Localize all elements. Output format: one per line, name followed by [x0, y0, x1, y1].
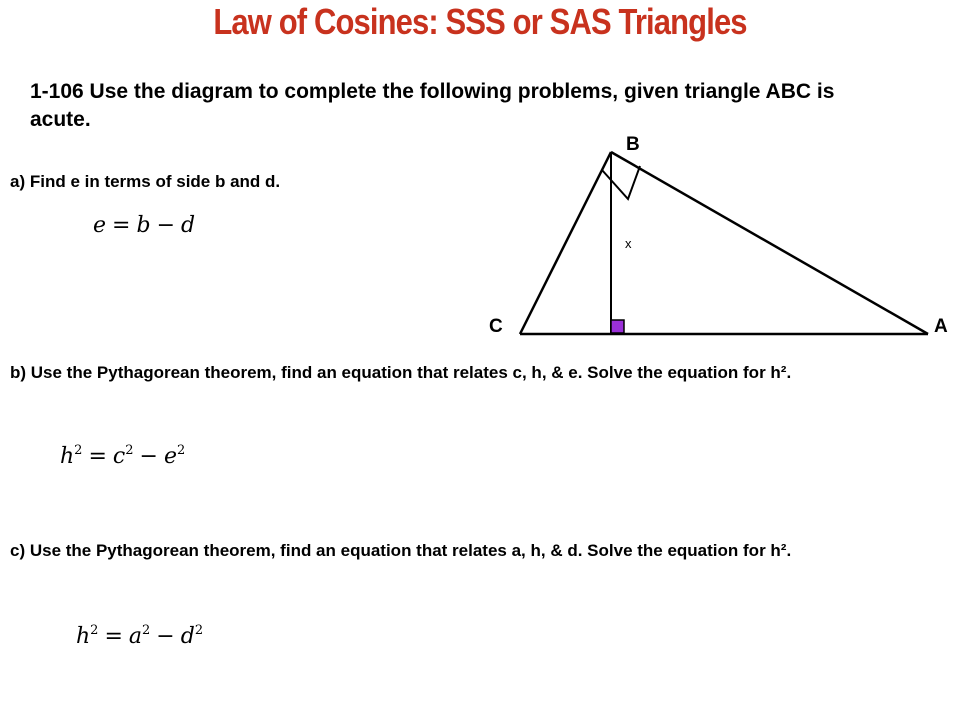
answer-a-term1: b [136, 213, 151, 238]
answer-b-term1: c [112, 444, 126, 469]
answer-b-term1-exponent: 2 [125, 443, 134, 458]
answer-c-term1: a [128, 624, 143, 649]
answer-c-equals: = [104, 624, 123, 649]
answer-c-lhs: h [76, 624, 91, 649]
side-cb [520, 152, 611, 334]
vertex-a-label: A [934, 316, 948, 337]
part-c-question: c) Use the Pythagorean theorem, find an equation that relates a, h, & d. Solve the equation for h². [10, 541, 792, 560]
answer-c-term2: d [180, 624, 195, 649]
answer-a-equals: = [112, 213, 131, 238]
answer-b-equals: = [88, 444, 107, 469]
answer-a-minus: − [156, 213, 175, 238]
answer-a-term2: d [181, 213, 196, 238]
answer-b-term2-exponent: 2 [176, 443, 186, 458]
slide-title: Law of Cosines: SSS or SAS Triangles [213, 1, 747, 42]
answer-c-lhs-exponent: 2 [90, 623, 99, 638]
side-ba [611, 152, 928, 334]
vertex-c-label: C [489, 316, 503, 337]
answer-b-term2: e [163, 444, 177, 469]
answer-b-lhs: h [60, 444, 75, 469]
answer-a-lhs: e [93, 213, 107, 238]
right-angle-marker-b [602, 166, 640, 199]
problem-intro: 1-106 Use the diagram to complete the following problems, given triangle ABC is acute. [30, 80, 835, 131]
answer-c-term2-exponent: 2 [194, 623, 204, 638]
part-a-question: a) Find e in terms of side b and d. [10, 172, 281, 191]
part-b-question: b) Use the Pythagorean theorem, find an equation that relates c, h, & e. Solve the equation for h². [10, 363, 792, 382]
answer-c-minus: − [156, 624, 175, 649]
right-angle-marker-foot [611, 320, 624, 333]
altitude-label: x [625, 236, 632, 251]
vertex-b-label: B [626, 134, 640, 155]
answer-b-lhs-exponent: 2 [74, 443, 83, 458]
answer-b-minus: − [139, 444, 158, 469]
answer-c-term1-exponent: 2 [142, 623, 151, 638]
